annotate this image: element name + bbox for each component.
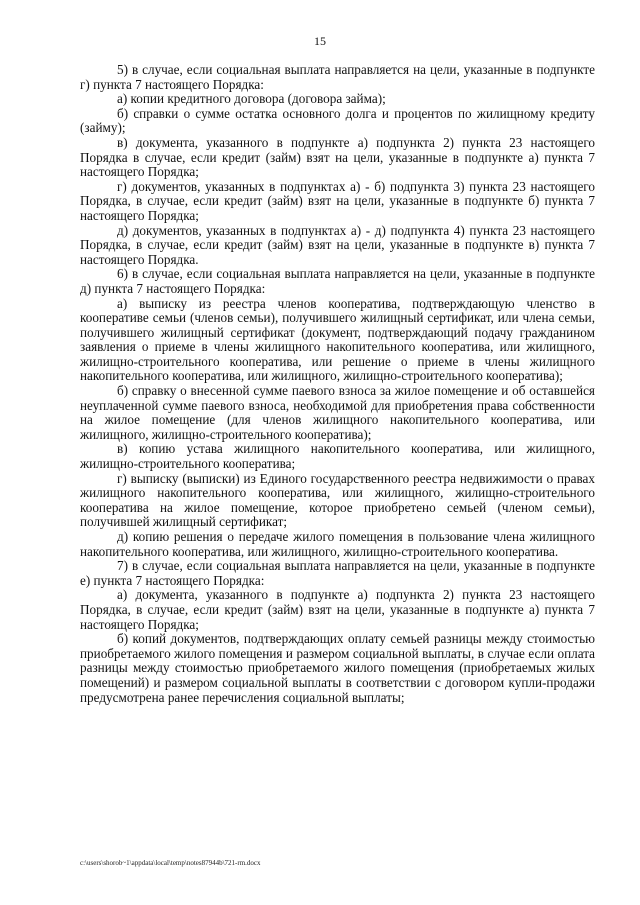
page-number: 15 (314, 34, 326, 48)
footer-file-path: c:\users\shorob~1\appdata\local\temp\notes87944b\721-rm.docx (80, 859, 261, 867)
paragraph: г) выписку (выписки) из Единого государственного реестра недвижимости о правах жилищного накопительного кооператива, или жилищного, жилищно-строительного кооператива на жилое помещение, которое приобретено семьей (членом семьи), получившей жилищный сертификат; (80, 470, 595, 530)
paragraph: 7) в случае, если социальная выплата направляется на цели, указанные в подпункте е) пункта 7 настоящего Порядка: (80, 558, 595, 588)
paragraph: д) документов, указанных в подпунктах а) - д) подпункта 4) пункта 23 настоящего Порядка, в случае, если кредит (займ) взят на цели, указанные в подпункте в) пункта 7 настоящего Порядка. (80, 222, 595, 267)
paragraph: в) копию устава жилищного накопительного кооператива, или жилищного, жилищно-строительного кооператива; (80, 441, 595, 472)
paragraph: г) документов, указанных в подпунктах а) - б) подпункта 3) пункта 23 настоящего Порядка, в случае, если кредит (займ) взят на цели, указанные в подпункте б) пункта 7 настоящего Порядка; (80, 178, 595, 223)
paragraph: 6) в случае, если социальная выплата направляется на цели, указанные в подпункте д) пункта 7 настоящего Порядка: (80, 266, 595, 296)
paragraph: б) справки о сумме остатка основного долга и процентов по жилищному кредиту (займу); (80, 105, 595, 136)
paragraph: а) документа, указанного в подпункте а) подпункта 2) пункта 23 настоящего Порядка, в случае, если кредит (займ) взят на цели, указанные в подпункте а) пункта 7 настоящего Порядка; (80, 587, 595, 632)
paragraph: б) копий документов, подтверждающих оплату семьей разницы между стоимостью приобретаемого жилого помещения и размером социальной выплаты, в случае если оплата разницы между стоимостью приобретаемого жилого помещения (приобретаемых жилых помещений) и размером социальной выплаты в соответствии с договором купли-продажи предусмотрена ранее перечисления социальной выплаты; (80, 631, 595, 705)
paragraph: а) копии кредитного договора (договора займа); (117, 91, 386, 107)
document-body (80, 63, 595, 705)
paragraph: 5) в случае, если социальная выплата направляется на цели, указанные в подпункте г) пункта 7 настоящего Порядка: (80, 62, 595, 92)
paragraph: в) документа, указанного в подпункте а) подпункта 2) пункта 23 настоящего Порядка в случае, если кредит (займ) взят на цели, указанные в подпункте а) пункта 7 настоящего Порядка; (80, 134, 595, 180)
paragraph: б) справку о внесенной сумме паевого взноса за жилое помещение и об оставшейся неуплаченной сумме паевого взноса, необходимой для приобретения права собственности на жилое помещение (для членов жилищного накопительного кооператива, или жилищного, жилищно-строительного кооператива); (80, 383, 595, 442)
paragraph: д) копию решения о передаче жилого помещения в пользование члена жилищного накопительного кооператива, или жилищного, жилищно-строительного кооператива. (80, 529, 595, 559)
paragraph: а) выписку из реестра членов кооператива, подтверждающую членство в кооперативе семьи (членов семьи), получившего жилищный сертификат, или члена семьи, получившего жилищный сертификат (документ, подтверждающий подачу гражданином заявления о приеме в члены жилищного накопительного кооператива, или жилищного, жилищно-строительного кооператива, или решение о приеме в члены жилищного накопительного кооператива, или жилищного, жилищно-строительного кооператива); (80, 295, 595, 384)
